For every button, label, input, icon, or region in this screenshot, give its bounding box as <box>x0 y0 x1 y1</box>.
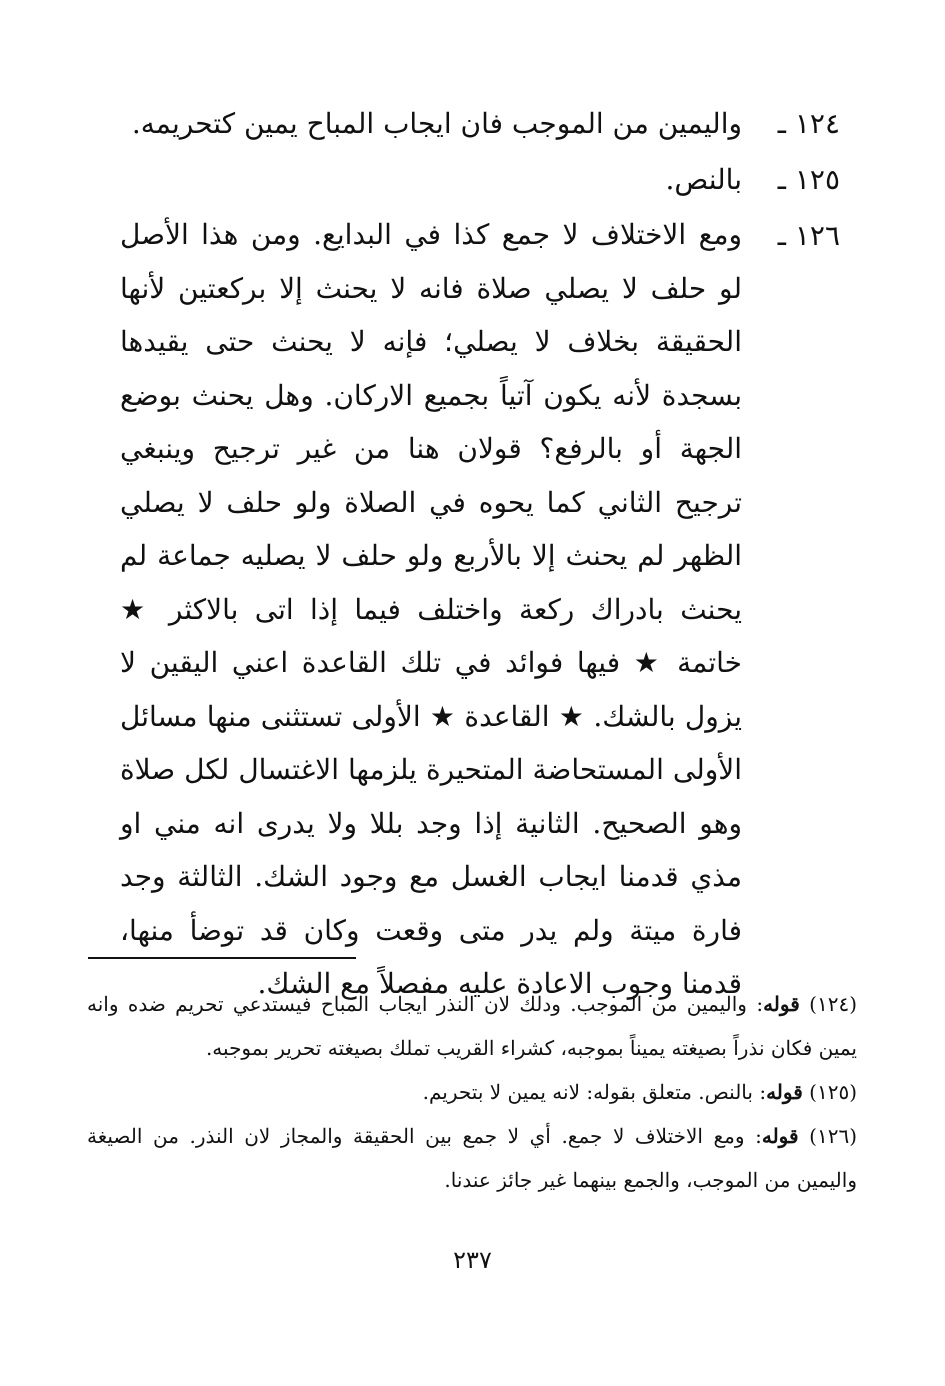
footnote-text: : بالنص. متعلق بقوله: لانه يمين لا بتحريم. <box>422 1080 767 1104</box>
footnote-number: (١٢٥) <box>809 1080 857 1104</box>
main-text <box>120 96 840 1011</box>
entry-number: ١٢٦ ـ <box>777 219 840 252</box>
footnote-text: : ومع الاختلاف لا جمع. أي لا جمع بين الحقيقة والمجاز لان النذر. من الصيغة واليمين من الموجب، والجمع بينهما غير جائز عندنا. <box>87 1124 857 1192</box>
entry-number: ١٢٤ ـ <box>777 107 840 140</box>
footnote-124 <box>87 982 857 1070</box>
footnote-126 <box>87 1114 857 1202</box>
page-number: ٢٣٧ <box>453 1246 492 1274</box>
entry-text: واليمين من الموجب فان ايجاب المباح يمين كتحريمه. <box>131 107 742 140</box>
footnote-keyword: قوله <box>763 992 800 1016</box>
footnote-keyword: قوله <box>761 1124 799 1148</box>
entry-text: ومع الاختلاف لا جمع كذا في البدايع. ومن هذا الأصل لو حلف لا يصلي صلاة فانه لا يحنث إلا بركعتين لأنها الحقيقة بخلاف لا يصلي؛ فإنه لا يحنث حتى يقيدها بسجدة لأنه يكون آتياً بجميع الاركان. وهل يحنث بوضع الجهة أو بالرفع؟ قولان هنا من غير ترجيح وينبغي ترجيح الثاني كما يحوه في الصلاة ولو حلف لا يصلي الظهر لم يحنث إلا بالأربع ولو حلف لا يصليه جماعة لم يحنث بادراك ركعة واختلف فيما إذا اتى بالاكثر ★ خاتمة ★ فيها فوائد في تلك القاعدة اعني اليقين لا يزول بالشك. ★ القاعدة ★ الأولى تستثنى منها مسائل الأولى المستحاضة المتحيرة يلزمها الاغتسال لكل صلاة وهو الصحيح. الثانية إذا وجد بللا ولا يدرى انه مني او مذي قدمنا ايجاب الغسل مع وجود الشك. الثالثة وجد فارة ميتة ولم يدر متى وقعت وكان قد توضأ منها، قدمنا وجوب الاعادة عليه مفصلاً مع الشك. <box>120 218 743 1000</box>
footnote-separator <box>88 957 356 959</box>
footnote-125 <box>87 1070 857 1114</box>
footnote-text: : واليمين من الموجب. ودلك لان النذر ايجاب المباح فيستدعي تحريم ضده وانه يمين فكان نذراً بصيغته يميناً بموجبه، كشراء القريب تملك بصيغته تحرير بموجبه. <box>87 992 857 1060</box>
footnote-number: (١٢٤) <box>809 992 857 1016</box>
entry-124 <box>120 96 840 152</box>
entry-text: بالنص. <box>665 163 742 196</box>
footnote-number: (١٢٦) <box>809 1124 857 1148</box>
entry-number: ١٢٥ ـ <box>777 163 840 196</box>
entry-126 <box>120 208 840 1011</box>
footnote-keyword: قوله <box>766 1080 803 1104</box>
footnotes <box>87 982 857 1202</box>
entry-125 <box>120 152 840 208</box>
